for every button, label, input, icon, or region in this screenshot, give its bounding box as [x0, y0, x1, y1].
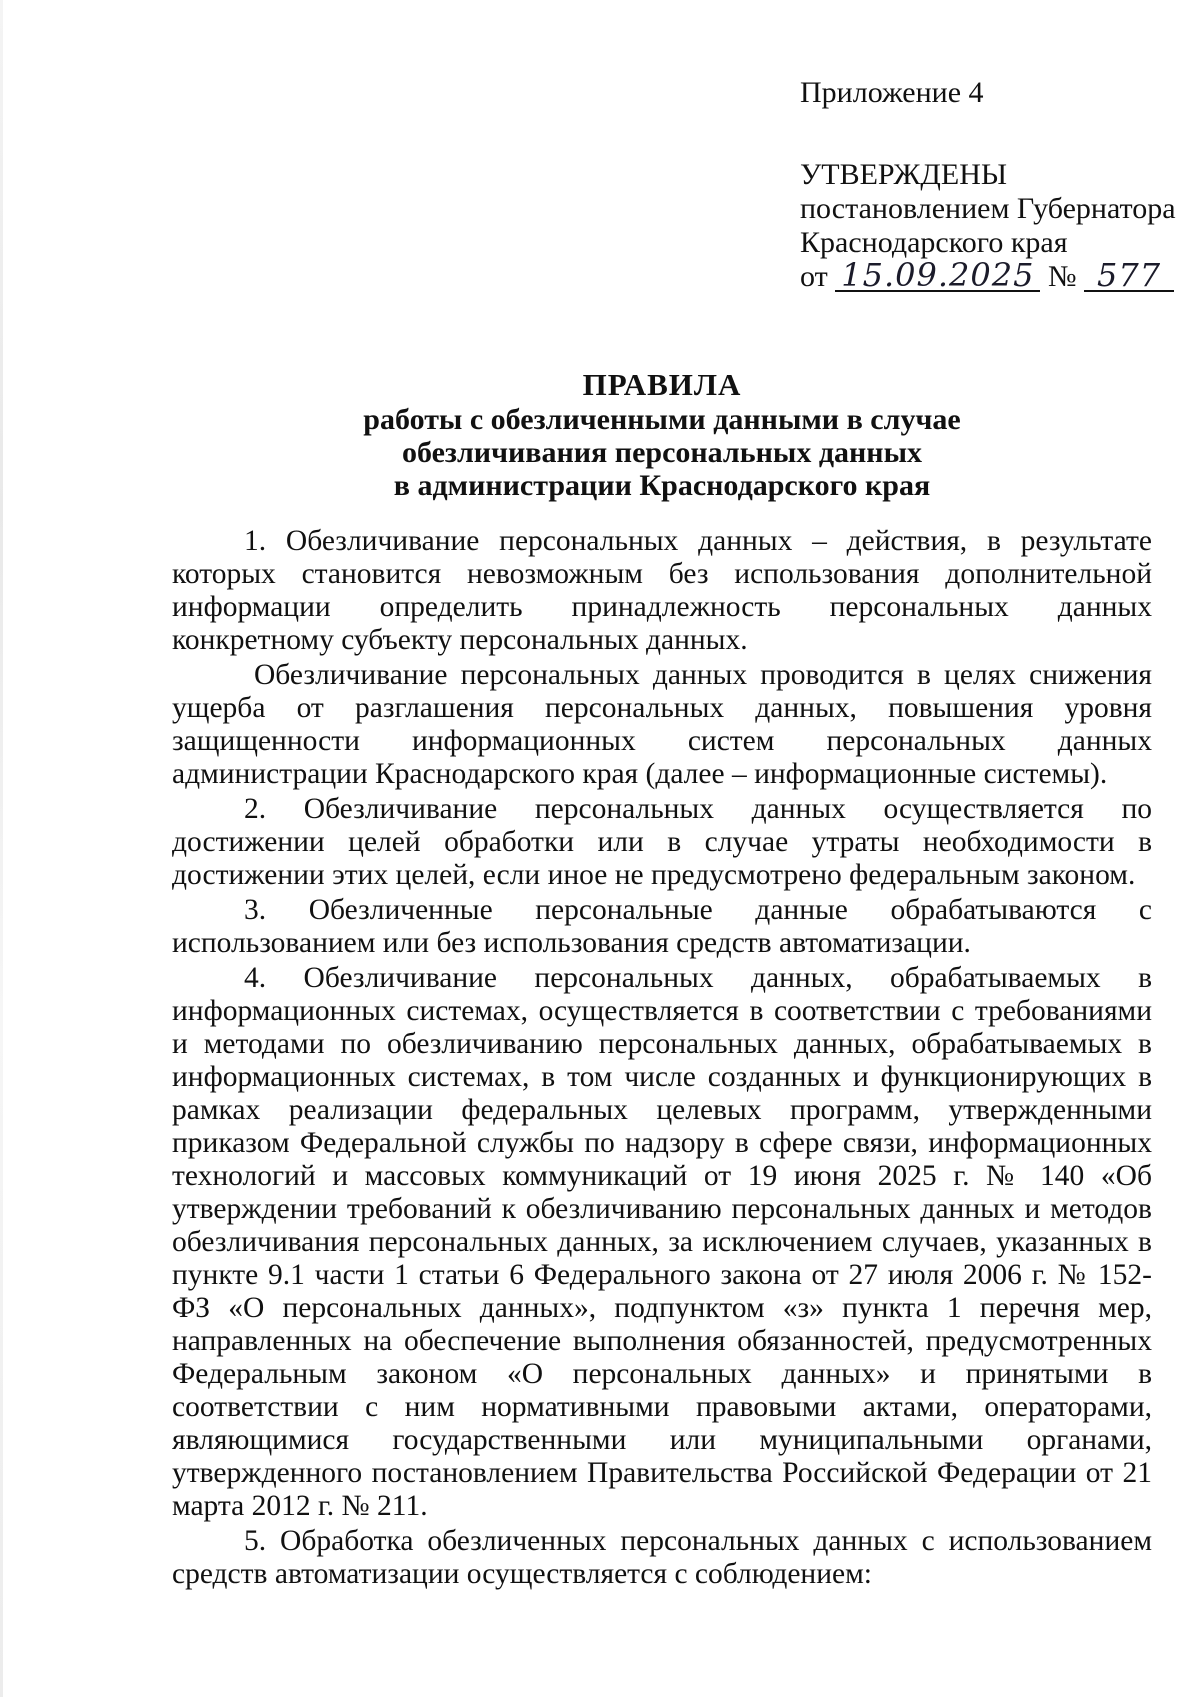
paragraph-3: 3. Обезличенные персональные данные обрабатываются с использованием или без использования средств автоматизации.: [172, 894, 1152, 959]
paragraph-2: 2. Обезличивание персональных данных осуществляется по достижении целей обработки или в случае утраты необходимости в достижении этих целей, если иное не предусмотрено федеральным законом.: [172, 793, 1152, 891]
annex-label: Приложение 4: [800, 76, 984, 109]
document-title: [172, 368, 1152, 502]
document-body: [172, 525, 1152, 1593]
scan-edge: [0, 0, 3, 1697]
approval-line-1: постановлением Губернатора: [800, 192, 1176, 225]
handwritten-date: 15.09.2025: [835, 260, 1040, 292]
paragraph-1-continued: Обезличивание персональных данных проводится в целях снижения ущерба от разглашения персональных данных, повышения уровня защищенности информационных систем персональных данных администрации Краснодарского края (далее – информационные системы).: [172, 659, 1152, 790]
title-sub-3: в администрации Краснодарского края: [393, 469, 931, 502]
approval-line-2: Краснодарского края: [800, 226, 1068, 259]
approval-block: [800, 76, 1180, 294]
title-main: ПРАВИЛА: [582, 367, 742, 402]
from-label: от: [800, 260, 828, 293]
approved-heading: УТВЕРЖДЕНЫ: [800, 158, 1008, 191]
paragraph-5: 5. Обработка обезличенных персональных данных с использованием средств автоматизации осуществляется с соблюдением:: [172, 1525, 1152, 1590]
paragraph-1: 1. Обезличивание персональных данных – действия, в результате которых становится невозможным без использования дополнительной информации определить принадлежность персональных данных конкретному субъекту персональных данных.: [172, 525, 1152, 656]
number-label: №: [1047, 260, 1077, 293]
title-sub-2: обезличивания персональных данных: [401, 436, 923, 469]
approval-date-line: [800, 256, 1180, 294]
paragraph-4: 4. Обезличивание персональных данных, обрабатываемых в информационных системах, осуществляется в соответствии с требованиями и методами по обезличиванию персональных данных, обрабатываемых в информационных системах, в том числе созданных и функционирующих в рамках реализации федеральных целевых программ, утвержденными приказом Федеральной службы по надзору в сфере связи, информационных технологий и массовых коммуникаций от 19 июня 2025 г. № 140 «Об утверждении требований к обезличиванию персональных данных и методов обезличивания персональных данных, за исключением случаев, указанных в пункте 9.1 части 1 статьи 6 Федерального закона от 27 июля 2006 г. № 152-ФЗ «О персональных данных», подпунктом «з» пункта 1 перечня мер, направленных на обеспечение выполнения обязанностей, предусмотренных Федеральным законом «О персональных данных» и принятыми в соответствии с ним нормативными правовыми актами, операторами, являющимися государственными или муниципальными органами, утвержденного постановлением Правительства Российской Федерации от 21 марта 2012 г. № 211.: [172, 962, 1152, 1522]
handwritten-number: 577: [1084, 260, 1174, 292]
title-sub-1: работы с обезличенными данными в случае: [363, 403, 961, 436]
